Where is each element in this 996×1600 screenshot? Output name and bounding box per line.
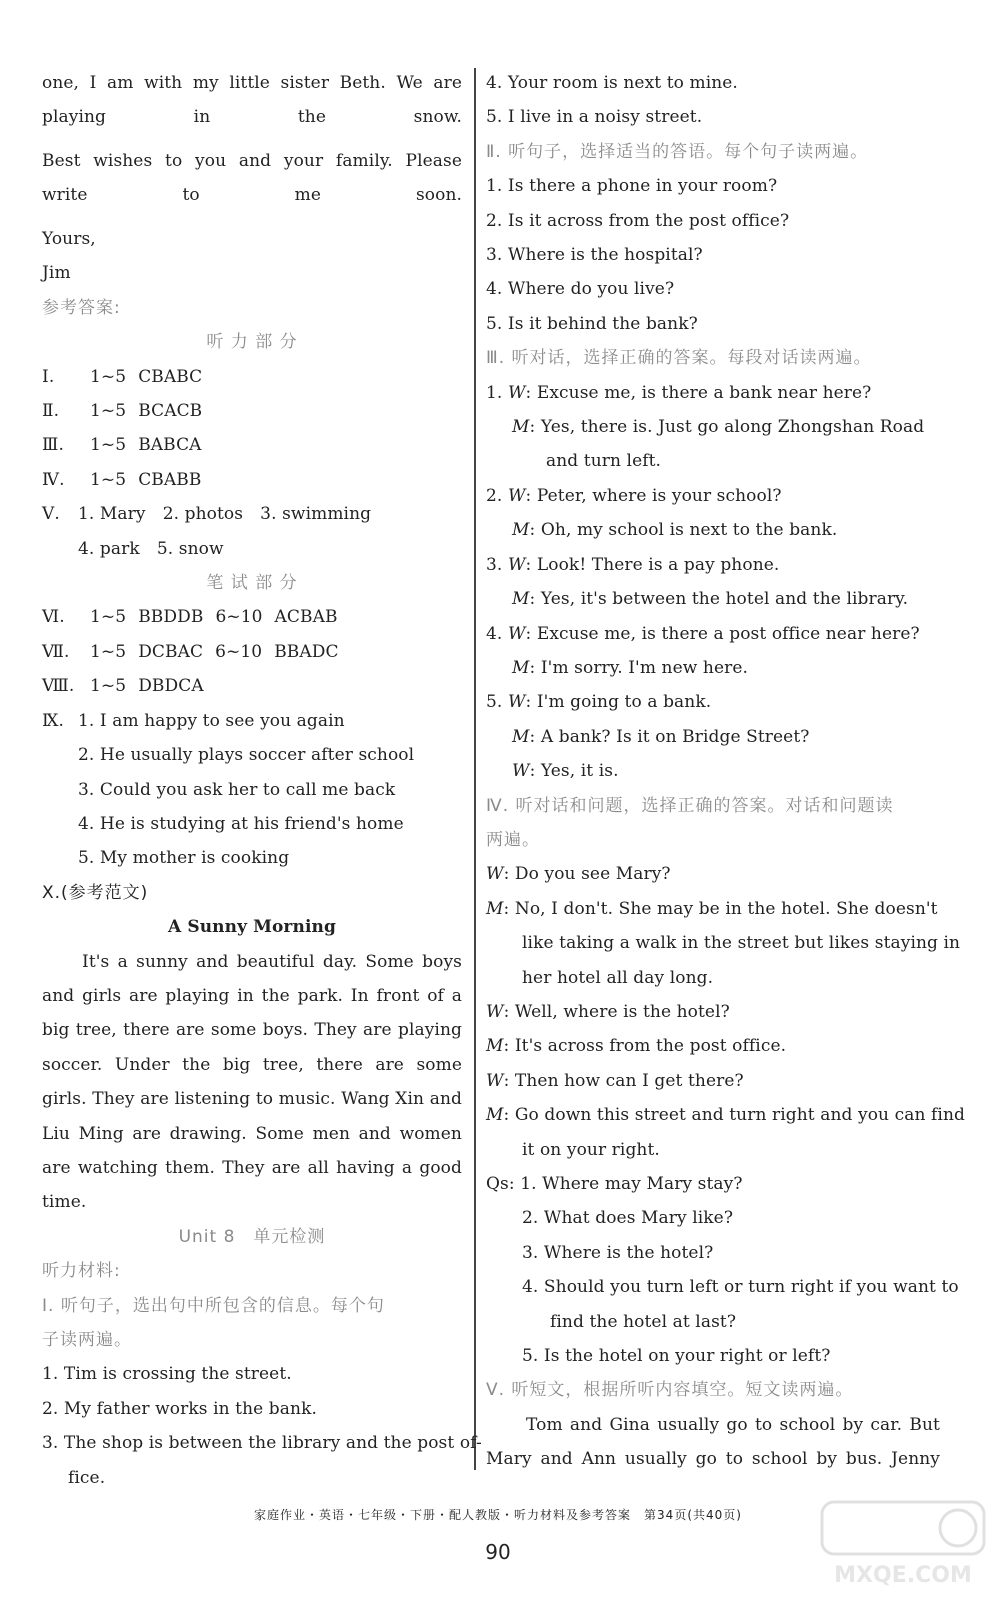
conversation-line: M: It's across from the post office. (486, 1036, 787, 1057)
conversation-line-cont: it on your right. (522, 1139, 660, 1160)
answer-ix-item: 5. My mother is cooking (78, 848, 290, 869)
unit-title: Unit 8 单元检测 (178, 1226, 326, 1247)
letter-closing: Yours, (42, 229, 96, 249)
page-footer: 家庭作业・英语・七年级・下册・配人教版・听力材料及参考答案 第34页(共40页) (254, 1508, 742, 1522)
essay-title: A Sunny Morning (168, 917, 336, 938)
dialog-line: 5. W: I'm going to a bank. (486, 692, 712, 713)
section-1-item: 5. I live in a noisy street. (486, 107, 703, 128)
section-5-title: Ⅴ. 听短文，根据所听内容填空。短文读两遍。 (486, 1380, 854, 1401)
question-line-cont: find the hotel at last? (550, 1311, 737, 1332)
essay-body: It's a sunny and beautiful day. Some boys and girls are playing in the park. In front of a big tree, there are some boys. They are playing soccer. Under the big tree, there are some girls. They are listening to music. Wang Xin and Liu Ming are drawing. Some men and women are watching them. They are all having a good time. (42, 951, 462, 1213)
answers-label: 参考答案: (42, 297, 121, 318)
conversation-line: W: Well, where is the hotel? (486, 1001, 730, 1022)
dialog-line: 1. W: Excuse me, is there a bank near here? (486, 382, 872, 403)
dialog-line: W: Yes, it is. (512, 761, 619, 782)
section-2-item: 5. Is it behind the bank? (486, 313, 698, 334)
conversation-line-cont: her hotel all day long. (522, 967, 714, 988)
answer-row: Ⅱ. 1~5 BCACB (42, 401, 203, 422)
answer-row-x: Ⅹ.(参考范文) (42, 882, 149, 903)
section-1-item: 1. Tim is crossing the street. (42, 1364, 292, 1385)
dialog-line-cont: and turn left. (546, 451, 662, 472)
answer-row: Ⅶ. 1~5 DCBAC 6~10 BBADC (42, 641, 339, 662)
dialog-line: M: Yes, there is. Just go along Zhongshan Road (512, 417, 925, 438)
dialog-line: M: Oh, my school is next to the bank. (512, 520, 838, 541)
conversation-line-cont: like taking a walk in the street but likes staying in (522, 933, 961, 954)
section-1-item-cont: fice. (68, 1467, 106, 1488)
answers-listening (42, 360, 462, 566)
left-column (42, 66, 482, 1495)
section-1-item: 4. Your room is next to mine. (486, 73, 738, 93)
answer-ix-item: 4. He is studying at his friend's home (78, 813, 404, 834)
right-column (486, 66, 965, 1477)
section-3-title: Ⅲ. 听对话，选择正确的答案。每段对话读两遍。 (486, 348, 872, 369)
answer-row-ix: Ⅸ. 1. I am happy to see you again (42, 710, 345, 731)
conversation-line: W: Then how can I get there? (486, 1070, 744, 1091)
conversation-line: M: Go down this street and turn right and you can find (486, 1105, 965, 1126)
section-4-title-cont: 两遍。 (486, 829, 540, 850)
question-line: Qs: 1. Where may Mary stay? (486, 1174, 743, 1194)
letter-paragraph-2: Best wishes to you and your family. Please write to me soon. (42, 151, 462, 205)
question-line: 2. What does Mary like? (522, 1208, 734, 1229)
section-2-item: 2. Is it across from the post office? (486, 210, 790, 231)
watermark-text: MXQE.COM (834, 1563, 972, 1588)
written-section-title: 笔 试 部 分 (206, 573, 298, 594)
section-1-item: 3. The shop is between the library and the post of- (42, 1433, 482, 1454)
dialog-line: M: Yes, it's between the hotel and the library. (512, 589, 909, 610)
dialog-line: 2. W: Peter, where is your school? (486, 485, 782, 506)
section-2-item: 1. Is there a phone in your room? (486, 176, 778, 197)
section-1-title-cont: 子读两遍。 (42, 1330, 132, 1350)
dialog-line: 4. W: Excuse me, is there a post office near here? (486, 623, 920, 644)
section-2-item: 4. Where do you live? (486, 279, 675, 300)
watermark-logo (818, 1498, 988, 1590)
answer-row-v: Ⅴ. 1. Mary 2. photos 3. swimming (42, 504, 372, 525)
letter-signature: Jim (42, 263, 71, 284)
section-4-title: Ⅳ. 听对话和问题，选择正确的答案。对话和问题读 (486, 795, 894, 816)
answer-row: Ⅵ. 1~5 BBDDB 6~10 ACBAB (42, 607, 338, 628)
answer-row: Ⅲ. 1~5 BABCA (42, 435, 202, 456)
dialog-line: M: A bank? Is it on Bridge Street? (512, 726, 810, 747)
answer-row: Ⅳ. 1~5 CBABB (42, 469, 202, 490)
passage-text: Tom and Gina usually go to school by car. But Mary and Ann usually go to school by bus. Jenny (486, 1414, 940, 1470)
question-line: 4. Should you turn left or turn right if you want to (522, 1277, 959, 1298)
section-2-item: 3. Where is the hospital? (486, 245, 703, 266)
dialog-line: 3. W: Look! There is a pay phone. (486, 554, 780, 575)
column-divider (474, 68, 476, 1470)
answers-written (42, 600, 462, 910)
question-line: 5. Is the hotel on your right or left? (522, 1346, 831, 1367)
conversation-line: W: Do you see Mary? (486, 864, 671, 885)
answer-ix-item: 2. He usually plays soccer after school (78, 745, 415, 766)
answer-row: Ⅷ. 1~5 DBDCA (42, 676, 204, 697)
answer-row: Ⅰ. 1~5 CBABC (42, 366, 203, 387)
page-number: 90 (485, 1540, 511, 1564)
materials-label: 听力材料: (42, 1261, 121, 1282)
section-1-item: 2. My father works in the bank. (42, 1398, 317, 1419)
dialog-line: M: I'm sorry. I'm new here. (512, 657, 749, 678)
listening-section-title: 听 力 部 分 (206, 332, 298, 353)
question-line: 3. Where is the hotel? (522, 1242, 714, 1263)
letter-paragraph-1: one, I am with my little sister Beth. We are playing in the snow. (42, 73, 462, 127)
conversation-line: M: No, I don't. She may be in the hotel. She doesn't (486, 898, 938, 919)
section-1-title: Ⅰ. 听句子，选出句中所包含的信息。每个句 (42, 1295, 385, 1316)
answer-row-v-cont: 4. park 5. snow (78, 538, 224, 559)
answer-ix-item: 3. Could you ask her to call me back (78, 779, 396, 800)
section-2-title: Ⅱ. 听句子，选择适当的答语。每个句子读两遍。 (486, 141, 869, 162)
